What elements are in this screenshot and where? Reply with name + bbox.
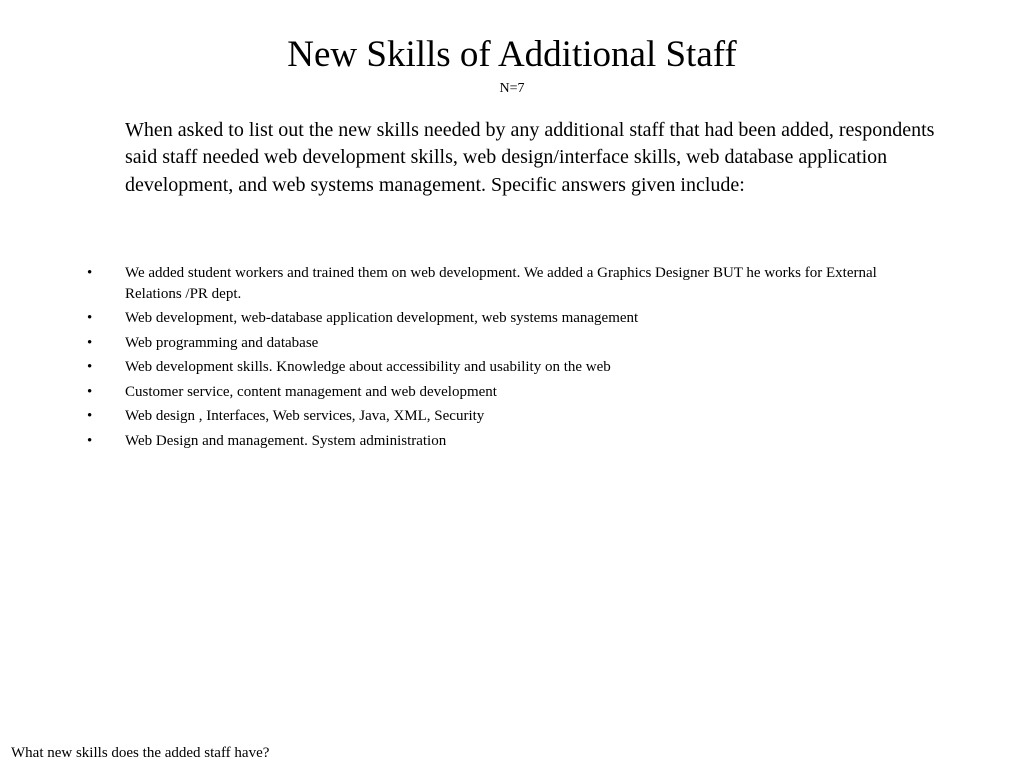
bullet-icon: •: [87, 383, 93, 400]
list-item-text: Web development, web-database application development, web systems management: [125, 310, 639, 326]
bullet-icon: •: [87, 408, 93, 424]
bullet-icon: •: [87, 359, 93, 375]
list-item-text: Customer service, content management and web development: [125, 383, 497, 400]
list-item-text: Web development skills. Knowledge about accessibility and usability on the web: [125, 359, 611, 375]
list-item: [0, 431, 1024, 452]
bullet-icon: •: [87, 432, 93, 449]
list-item: [0, 357, 1024, 378]
answer-list: [0, 263, 1024, 455]
bullet-icon: •: [87, 334, 93, 351]
list-item: [0, 406, 1024, 427]
list-item-text: Web design , Interfaces, Web services, Java, XML, Security: [125, 408, 485, 424]
list-item-text: Web programming and database: [125, 334, 319, 351]
list-item: [0, 333, 1024, 354]
list-item: [0, 382, 1024, 403]
slide-title: New Skills of Additional Staff: [287, 34, 737, 75]
list-item: [0, 263, 1024, 304]
list-item-text: We added student workers and trained them on web development. We added a Graphics Designer BUT he works for External Relations /PR dept.: [125, 265, 877, 302]
footer-caption: What new skills does the added staff have?: [11, 745, 270, 761]
list-item: [0, 308, 1024, 329]
bullet-icon: •: [87, 310, 93, 326]
slide-subtitle: N=7: [499, 81, 525, 96]
list-item-text: Web Design and management. System administration: [125, 432, 447, 449]
bullet-icon: •: [87, 265, 93, 281]
intro-paragraph: When asked to list out the new skills needed by any additional staff that had been added, respondents said staff needed web development skills, web design/interface skills, web database application development, and web systems management. Specific answers given include:: [125, 119, 935, 196]
